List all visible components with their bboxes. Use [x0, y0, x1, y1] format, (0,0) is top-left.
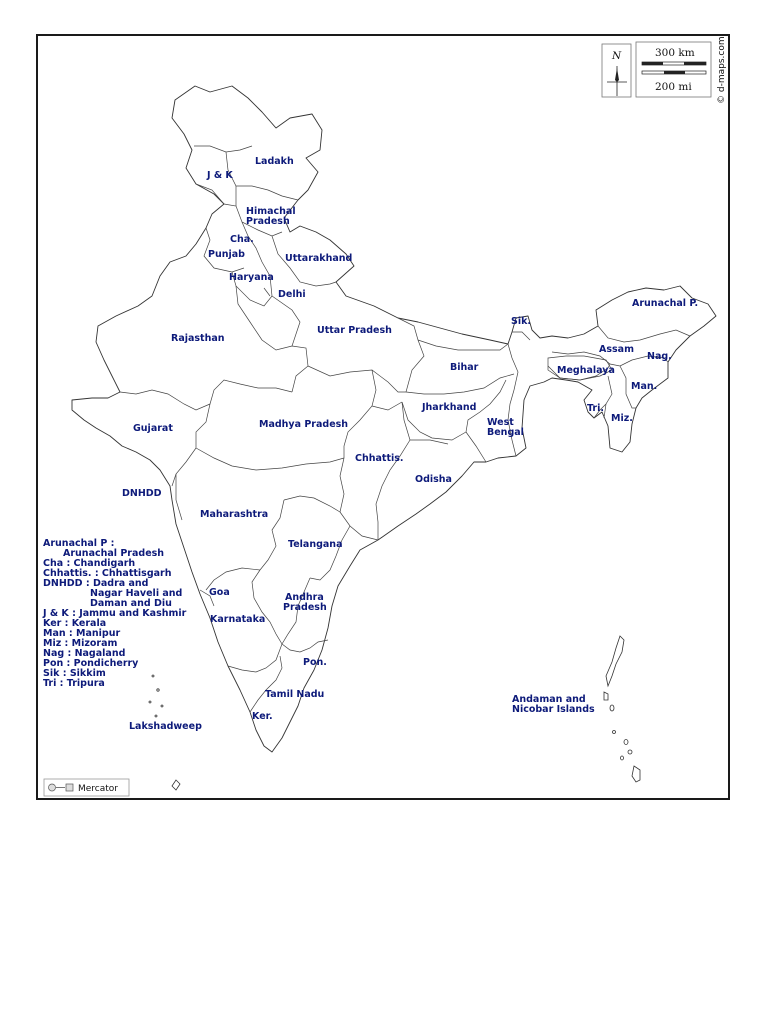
label-uttar-pradesh: Uttar Pradesh [317, 325, 392, 336]
map-frame [36, 34, 730, 800]
label-mizoram: Miz. [611, 413, 633, 424]
label-arunachal: Arunachal P. [632, 298, 699, 309]
label-himachal-1: Himachal [246, 206, 296, 217]
andaman-islands [604, 636, 640, 782]
credit-text: © d-maps.com [717, 36, 727, 104]
label-telangana: Telangana [288, 539, 343, 550]
projection-label: Mercator [78, 784, 119, 794]
label-pondicherry: Pon. [303, 657, 327, 668]
label-chhattisgarh: Chhattis. [355, 453, 404, 464]
legend-line: Ker : Kerala [43, 618, 107, 629]
legend-line: Tri : Tripura [43, 678, 105, 689]
north-label: N [612, 50, 622, 62]
label-cha: Cha. [230, 234, 254, 245]
legend-line: Daman and Diu [90, 598, 172, 609]
label-andaman-1: Andaman and [512, 694, 586, 705]
label-kerala: Ker. [252, 711, 273, 722]
legend-line: DNHDD : Dadra and [43, 578, 149, 589]
label-rajasthan: Rajasthan [171, 333, 225, 344]
label-goa: Goa [209, 587, 230, 598]
label-assam: Assam [599, 344, 634, 355]
legend-line: Pon : Pondicherry [43, 658, 139, 669]
legend-line: Arunachal P : [43, 538, 115, 549]
label-gujarat: Gujarat [133, 423, 173, 434]
label-himachal-2: Pradesh [246, 216, 290, 227]
label-ladakh: Ladakh [255, 156, 294, 167]
india-map [38, 36, 728, 798]
scale-km-label: 300 km [655, 47, 695, 59]
label-sikkim: Sik. [511, 316, 532, 327]
label-karnataka: Karnataka [210, 614, 266, 625]
label-nagaland: Nag. [647, 351, 672, 362]
label-tripura: Tri. [587, 403, 604, 414]
compass-box [602, 44, 631, 97]
abbreviation-legend [42, 538, 187, 689]
scale-bar-box [636, 42, 711, 97]
label-andhra-1: Andhra [285, 592, 324, 603]
label-punjab: Punjab [208, 249, 245, 260]
label-jk: J & K [207, 170, 233, 181]
legend-line: J & K : Jammu and Kashmir [43, 608, 187, 619]
legend-line: Sik : Sikkim [43, 668, 106, 679]
flat-map-icon [66, 784, 73, 791]
label-andhra-2: Pradesh [283, 602, 327, 613]
label-delhi: Delhi [278, 289, 306, 300]
legend-line: Man : Manipur [43, 628, 121, 639]
label-manipur: Man. [631, 381, 658, 392]
label-bihar: Bihar [450, 362, 479, 373]
lakshadweep-islands [149, 675, 180, 790]
label-west-bengal-1: West [487, 417, 514, 428]
label-west-bengal-2: Bengal [487, 427, 524, 438]
legend-line: Miz : Mizoram [43, 638, 118, 649]
label-madhya-pradesh: Madhya Pradesh [259, 419, 349, 430]
label-lakshadweep: Lakshadweep [129, 721, 202, 732]
legend-line: Arunachal Pradesh [63, 548, 165, 559]
globe-icon [49, 784, 56, 791]
legend-line: Nagar Haveli and [90, 588, 183, 599]
label-tamil-nadu: Tamil Nadu [265, 689, 325, 700]
label-maharashtra: Maharashtra [200, 509, 269, 520]
legend-line: Nag : Nagaland [43, 648, 126, 659]
scale-mi-label: 200 mi [655, 81, 692, 93]
label-jharkhand: Jharkhand [422, 402, 477, 413]
label-meghalaya: Meghalaya [557, 365, 615, 376]
label-uttarakhand: Uttarakhand [285, 253, 353, 264]
label-haryana: Haryana [229, 272, 274, 283]
projection-badge [44, 779, 129, 796]
label-dnhdd: DNHDD [122, 488, 162, 499]
legend-line: Cha : Chandigarh [43, 558, 136, 569]
label-andaman-2: Nicobar Islands [512, 704, 595, 715]
label-odisha: Odisha [415, 474, 452, 485]
legend-line: Chhattis. : Chhattisgarh [43, 568, 172, 579]
